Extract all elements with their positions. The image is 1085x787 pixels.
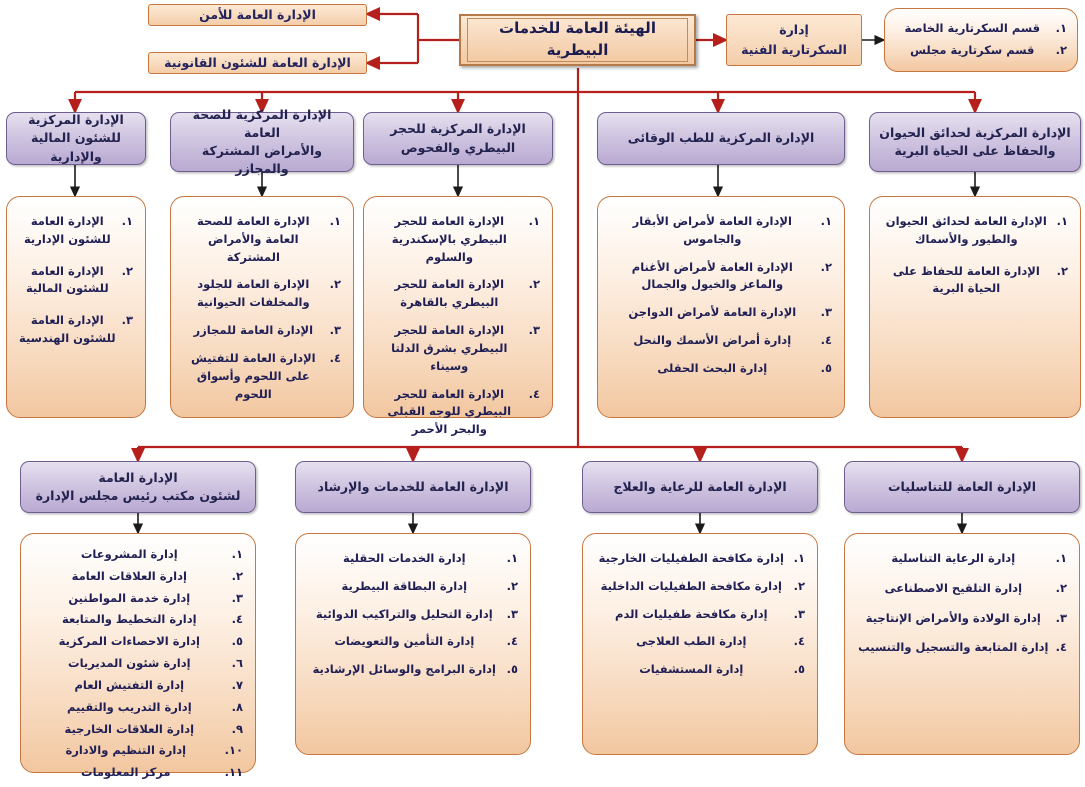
- list-item[interactable]: [19, 263, 133, 299]
- list-item[interactable]: [33, 568, 243, 586]
- list-item-label: الإدارة العامة لأمراض الأبقار والجاموس: [632, 214, 792, 246]
- list-item-number: ٣.: [793, 606, 805, 621]
- header-central-preventive-medicine[interactable]: [597, 112, 845, 165]
- header-line: الإدارة العامة للرعاية والعلاج: [613, 478, 787, 494]
- list-item-label: إدارة الرعاية التناسلية: [891, 551, 1016, 565]
- header-central-zoos-wildlife[interactable]: [869, 112, 1081, 172]
- list-item-label: الإدارة العامة لأمراض الدواجن: [628, 305, 797, 320]
- list-item-number: ١.: [1056, 214, 1068, 228]
- list-item[interactable]: [19, 312, 133, 348]
- list-item-label: إدارة التفتيش العام: [74, 677, 185, 692]
- list-item[interactable]: [610, 304, 832, 322]
- list-item[interactable]: [308, 633, 518, 651]
- list-item-number: ١.: [231, 547, 243, 561]
- list-central-finance-admin: [6, 196, 146, 418]
- list-item-number: ١.: [793, 551, 805, 565]
- list-item-number: ١.: [1055, 551, 1067, 565]
- list-item[interactable]: [857, 610, 1067, 628]
- header-reproduction[interactable]: [844, 461, 1080, 513]
- list-item[interactable]: [183, 276, 341, 312]
- list-item-label: إدارة خدمة المواطنين: [68, 590, 191, 605]
- list-item[interactable]: [183, 213, 341, 266]
- root-node[interactable]: [459, 14, 696, 66]
- list-item-label: إدارة أمراض الأسمك والنحل: [633, 333, 792, 348]
- list-item-label: إدارة الولادة والأمراض الإنتاجية: [865, 610, 1041, 625]
- list-item-label: الإدارة العامة للشئون المالية: [25, 263, 109, 296]
- list-central-quarantine: [363, 196, 553, 437]
- list-item-label: إدارة الاحصاءات المركزية: [58, 634, 200, 649]
- list-item[interactable]: [376, 213, 540, 266]
- list-item[interactable]: [183, 322, 341, 340]
- list-item-number: ١.: [1055, 21, 1067, 36]
- list-item-label: إدارة مكافحة طفيليات الدم: [615, 606, 768, 621]
- header-line: والأمراض المشتركة والمجازر: [201, 143, 323, 177]
- list-item[interactable]: [857, 550, 1067, 568]
- list-item[interactable]: [33, 611, 243, 629]
- header-services-guidance[interactable]: [295, 461, 531, 513]
- list-item-number: ٣.: [506, 606, 518, 621]
- list-item-number: ٢.: [820, 259, 832, 274]
- list-item-number: ٤.: [528, 386, 540, 401]
- header-care-treatment[interactable]: [582, 461, 818, 513]
- list-item[interactable]: [895, 42, 1067, 60]
- list-item-label: إدارة التحليل والتراكيب الدوائية: [315, 606, 493, 621]
- list-item-label: إدارة الخدمات الحقلية: [343, 551, 466, 565]
- list-reproduction: [844, 533, 1080, 755]
- list-item[interactable]: [882, 213, 1068, 249]
- list-item[interactable]: [595, 661, 805, 679]
- node-security-label: الإدارة العامة للأمن: [199, 6, 316, 22]
- list-item[interactable]: [595, 550, 805, 568]
- header-central-finance-admin[interactable]: [6, 112, 146, 165]
- header-line: الإدارة المركزية للحجر: [390, 121, 526, 137]
- header-line: الإدارة المركزية: [28, 112, 124, 128]
- header-line: الإدارة المركزية للطب الوقائى: [627, 130, 815, 146]
- list-item-label: إدارة التلقيح الاصطناعى: [884, 580, 1023, 595]
- list-chairman-office-affairs: [20, 533, 256, 780]
- list-item-number: ٣.: [231, 590, 243, 605]
- root-title: الهيئة العامة للخدمات البيطرية: [499, 19, 656, 59]
- list-item[interactable]: [610, 259, 832, 295]
- list-item-number: ٥.: [506, 662, 518, 677]
- node-technical-secretariat-line2: السكرتارية الفنية: [741, 42, 847, 57]
- node-legal-affairs-label: الإدارة العامة للشئون القانونية: [164, 54, 351, 70]
- header-line: الإدارة المركزية للصحة العامة: [192, 106, 332, 140]
- node-technical-secretariat-line1: إدارة: [779, 21, 809, 37]
- list-item-number: ٤.: [820, 333, 832, 348]
- list-item-label: الإدارة العامة للجلود والمخلفات الحيوانية: [196, 277, 310, 310]
- list-item[interactable]: [595, 578, 805, 596]
- list-item-number: ٧.: [231, 677, 243, 692]
- list-item-number: ٢.: [231, 568, 243, 583]
- list-item-label: الإدارة العامة لأمراض الأغنام والماعز والخيول والجمال: [631, 259, 793, 292]
- list-item-number: ٥.: [231, 634, 243, 649]
- list-item[interactable]: [308, 550, 518, 568]
- list-item-label: الإدارة العامة للتفتيش على اللحوم وأسواق اللحوم: [191, 350, 316, 401]
- list-item[interactable]: [857, 639, 1067, 657]
- list-item[interactable]: [610, 360, 832, 378]
- list-item-number: ٢.: [329, 277, 341, 292]
- header-central-public-health[interactable]: [170, 106, 354, 177]
- list-item-label: إدارة التدريب والتقييم: [66, 699, 192, 714]
- list-item-number: ٣.: [528, 323, 540, 338]
- list-item-number: ٣.: [820, 305, 832, 320]
- list-item-number: ٨.: [231, 699, 243, 714]
- list-item[interactable]: [376, 276, 540, 312]
- node-technical-secretariat[interactable]: [726, 14, 862, 66]
- list-central-preventive-medicine: [597, 196, 845, 418]
- list-item-label: مركز المعلومات: [81, 765, 171, 780]
- list-item-label: قسم سكرتارية مجلس: [910, 43, 1035, 57]
- header-line: الإدارة العامة: [98, 469, 178, 485]
- list-item-number: ٩.: [231, 721, 243, 736]
- list-item-number: ٣.: [1055, 610, 1067, 625]
- list-item[interactable]: [33, 655, 243, 673]
- list-item-label: إدارة البحث الحقلى: [657, 360, 768, 375]
- list-item[interactable]: [595, 633, 805, 651]
- header-line: الإدارة المركزية لحدائق الحيوان: [879, 124, 1071, 140]
- list-item-label: الإدارة العامة للحفاظ على الحياة البرية: [892, 263, 1040, 296]
- list-item-label: الإدارة العامة للمجازر: [193, 323, 314, 338]
- list-item-label: إدارة شئون المديريات: [68, 656, 191, 671]
- list-item-label: إدارة الطب العلاجى: [636, 634, 747, 649]
- list-item-number: ٤.: [506, 634, 518, 649]
- list-item-label: الإدارة العامة لحدائق الحيوان والطيور والأسماك: [885, 214, 1047, 246]
- list-item-label: الإدارة العامة للصحة العامة والأمراض المشتركة: [197, 214, 310, 264]
- list-item[interactable]: [308, 606, 518, 624]
- list-item-label: إدارة المستشفيات: [639, 662, 744, 677]
- list-item-number: ٥.: [793, 662, 805, 677]
- list-item-label: قسم السكرتارية الخاصة: [904, 21, 1041, 36]
- header-line: للشئون المالية والإدارية: [31, 130, 121, 164]
- header-line: البيطري والفحوص: [400, 139, 516, 155]
- list-item-number: ٥.: [820, 360, 832, 375]
- list-item-label: إدارة العلاقات الخارجية: [64, 721, 195, 736]
- list-item-number: ١.: [528, 214, 540, 228]
- list-item-label: إدارة العلاقات العامة: [71, 568, 187, 583]
- list-item[interactable]: [33, 633, 243, 651]
- list-item-number: ٢.: [1056, 263, 1068, 278]
- list-item-number: ٢.: [528, 277, 540, 292]
- list-item-label: إدارة التخطيط والمتابعة: [62, 612, 197, 627]
- list-item[interactable]: [33, 764, 243, 782]
- list-item[interactable]: [183, 350, 341, 403]
- header-line: والحفاظ على الحياة البرية: [894, 143, 1056, 158]
- list-services-guidance: [295, 533, 531, 755]
- list-item-number: ٢.: [793, 578, 805, 593]
- list-item[interactable]: [33, 699, 243, 717]
- list-item-number: ١.: [820, 214, 832, 228]
- list-item-number: ٤.: [329, 350, 341, 365]
- list-item-label: الإدارة العامة للحجر البيطري بالإسكندرية والسلوم: [391, 214, 507, 264]
- list-item-number: ٣.: [121, 313, 133, 328]
- header-line: لشئون مكتب رئيس مجلس الإدارة: [35, 488, 241, 503]
- list-item-label: إدارة التأمين والتعويضات: [334, 634, 475, 649]
- list-item-number: ٤.: [793, 634, 805, 649]
- list-item[interactable]: [33, 721, 243, 739]
- list-item[interactable]: [857, 580, 1067, 598]
- list-item[interactable]: [610, 332, 832, 350]
- node-security[interactable]: [148, 4, 367, 26]
- list-item-number: ١١.: [224, 765, 243, 780]
- header-chairman-office-affairs[interactable]: [20, 461, 256, 513]
- list-item[interactable]: [595, 606, 805, 624]
- list-item-number: ١.: [121, 214, 133, 228]
- list-item[interactable]: [33, 590, 243, 608]
- list-item-label: إدارة المتابعة والتسجيل والتنسيب: [858, 640, 1049, 655]
- list-item[interactable]: [33, 677, 243, 695]
- list-item-label: الإدارة العامة للشئون الهندسية: [18, 313, 116, 346]
- list-item-number: ٦.: [231, 656, 243, 671]
- list-item[interactable]: [882, 263, 1068, 299]
- list-item-number: ٢.: [506, 578, 518, 593]
- list-item-number: ٣.: [329, 323, 341, 338]
- list-item-label: الإدارة العامة للحجر البيطري للوجه القبلى والبحر الأحمر: [387, 386, 512, 437]
- list-item-number: ٢.: [1055, 43, 1067, 57]
- list-item-label: الإدارة العامة للحجر البيطري بالقاهرة: [394, 277, 505, 310]
- list-item-label: الإدارة العامة للحجر البيطري بشرق الدلتا وسيناء: [391, 323, 508, 373]
- list-item[interactable]: [308, 661, 518, 679]
- header-central-quarantine[interactable]: [363, 112, 553, 165]
- list-item[interactable]: [895, 20, 1067, 38]
- list-item[interactable]: [19, 213, 133, 249]
- list-item[interactable]: [308, 578, 518, 596]
- list-item-number: ١.: [506, 551, 518, 565]
- list-item-label: إدارة البطاقة البيطرية: [341, 578, 468, 593]
- header-line: الإدارة العامة للتناسليات: [887, 478, 1037, 494]
- list-item-number: ٢.: [1055, 580, 1067, 595]
- list-item-label: إدارة البرامج والوسائل الإرشادية: [312, 662, 497, 677]
- secretariat-list: [884, 8, 1078, 72]
- list-item-label: إدارة المشروعات: [80, 547, 178, 561]
- list-central-zoos-wildlife: [869, 196, 1081, 418]
- list-item-number: ٤.: [1055, 640, 1067, 655]
- list-care-treatment: [582, 533, 818, 755]
- list-item-label: إدارة مكافحة الطفيليات الخارجية: [598, 551, 784, 565]
- node-legal-affairs[interactable]: [148, 52, 367, 74]
- list-item[interactable]: [33, 546, 243, 564]
- list-item-number: ١٠.: [224, 743, 243, 758]
- list-item-label: الإدارة العامة للشئون الإدارية: [23, 214, 111, 246]
- list-item-number: ٢.: [121, 263, 133, 278]
- list-item-label: إدارة التنظيم والادارة: [65, 743, 187, 758]
- list-central-public-health: [170, 196, 354, 418]
- list-item-number: ١.: [329, 214, 341, 228]
- list-item-number: ٤.: [231, 612, 243, 627]
- list-item[interactable]: [376, 386, 540, 439]
- list-item[interactable]: [33, 742, 243, 760]
- list-item-label: إدارة مكافحة الطفيليات الداخلية: [600, 578, 782, 593]
- header-line: الإدارة العامة للخدمات والإرشاد: [317, 478, 509, 494]
- list-item[interactable]: [376, 322, 540, 375]
- list-item[interactable]: [610, 213, 832, 249]
